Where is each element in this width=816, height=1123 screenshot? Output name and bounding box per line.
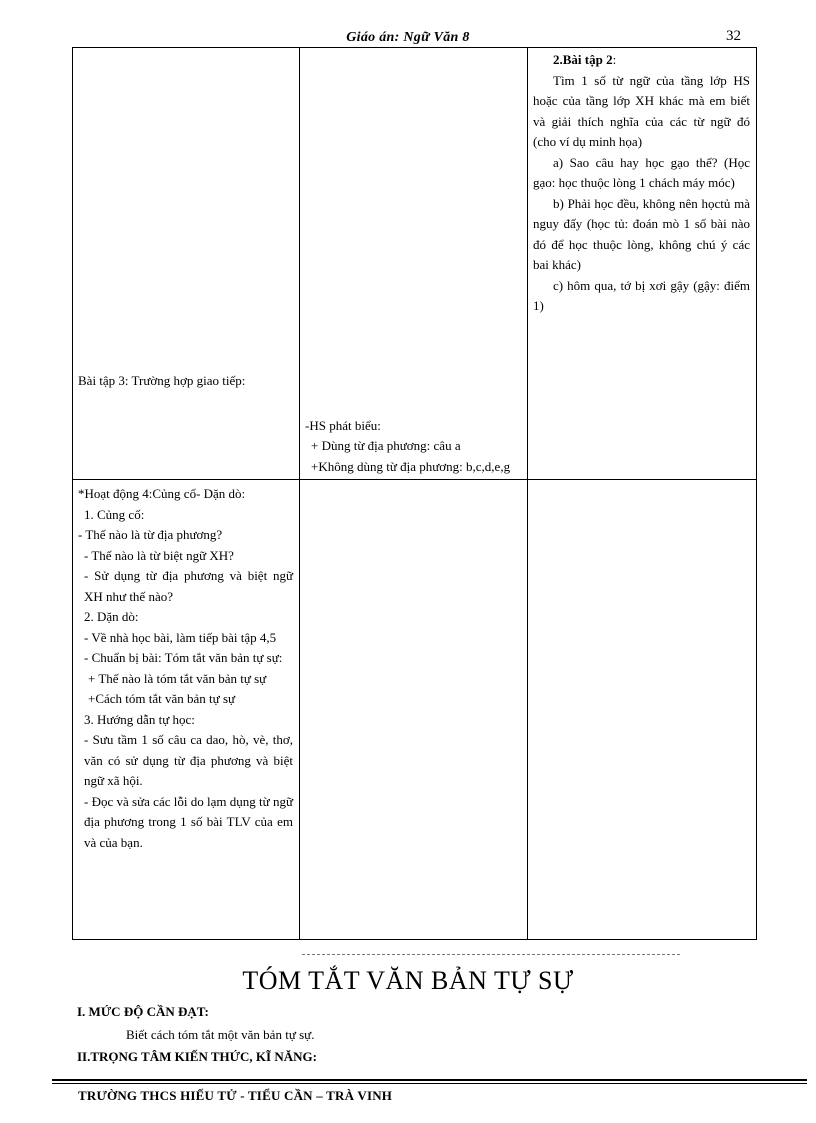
activity-line: - Về nhà học bài, làm tiếp bài tập 4,5	[84, 629, 277, 645]
activity-line: - Thế nào là từ địa phương?	[78, 527, 223, 542]
activity-line: 3. Hướng dẫn tự học:	[84, 711, 195, 727]
activity-line: +Cách tóm tắt văn bản tự sự	[88, 691, 236, 706]
activity-line: - Chuẩn bị bài: Tóm tắt văn bản tự sự:	[84, 650, 283, 665]
content-paragraph: a) Sao câu hay học gạo thế? (Học gạo: học thuộc lòng 1 chách máy móc)	[533, 154, 750, 190]
header-title: Giáo án: Ngữ Văn 8	[346, 30, 470, 45]
content-paragraph: b) Phải học đều, không nên họctủ mà nguy đấy (học tủ: đoán mò 1 số bài nào đó để học thuộc lòng, không chú ý các bai khác)	[533, 195, 750, 272]
student-line: -HS phát biểu:	[305, 417, 381, 433]
exercise-2-heading: 2.Bài tập 2:	[553, 52, 617, 67]
footer-rule	[52, 1083, 807, 1084]
activity-line: *Hoạt động 4:Củng cố- Dặn dò:	[78, 486, 246, 501]
section-1-heading: I. MỨC ĐỘ CẦN ĐẠT:	[77, 1004, 209, 1019]
activity-line: 2. Dặn dò:	[84, 609, 139, 624]
section-title: TÓM TẮT VĂN BẢN TỰ SỰ	[242, 966, 574, 995]
content-cell	[528, 48, 757, 480]
section-1-text: Biết cách tóm tắt một văn bản tự sự.	[126, 1027, 315, 1042]
exercise-3-label: Bài tập 3: Trường hợp giao tiếp:	[78, 372, 246, 388]
activity-cell	[73, 48, 300, 480]
activity-line: - Sưu tầm 1 số câu ca dao, hò, vè, thơ, văn có sử dụng từ địa phương và biệt ngữ xã hội.	[84, 732, 293, 788]
student-cell	[300, 48, 528, 480]
lesson-table	[72, 47, 757, 940]
section-2-heading: II.TRỌNG TÂM KIẾN THỨC, KĨ NĂNG:	[77, 1049, 317, 1064]
activity-line: - Sử dụng từ địa phương và biệt ngữ XH như thế nào?	[84, 568, 293, 604]
footer-school: TRƯỜNG THCS HIẾU TỬ - TIỂU CẦN – TRÀ VINH	[78, 1088, 393, 1103]
activity-line: - Đọc và sửa các lỗi do lạm dụng từ ngữ địa phương trong 1 số bài TLV của em và của bạn.	[84, 793, 293, 850]
content-paragraph: c) hôm qua, tớ bị xơi gậy (gậy: điểm 1)	[533, 277, 750, 313]
student-line: + Dùng từ địa phương: câu a	[311, 438, 461, 453]
table-row	[73, 48, 757, 480]
activity-line: - Thế nào là từ biệt ngữ XH?	[84, 547, 234, 563]
student-cell	[300, 480, 528, 940]
separator-line	[302, 954, 680, 955]
activity-cell	[73, 480, 300, 940]
activity-line: 1. Củng cố:	[84, 506, 145, 522]
page-number: 32	[726, 28, 741, 44]
student-line: +Không dùng từ địa phương: b,c,d,e,g	[311, 458, 511, 474]
content-cell	[528, 480, 757, 940]
activity-line: + Thế nào là tóm tắt văn bản tự sự	[88, 670, 267, 686]
table-row	[73, 480, 757, 940]
content-paragraph: Tìm 1 số từ ngữ của tầng lớp HS hoặc của tầng lớp XH khác mà em biết và giải thích nghĩa của các từ ngữ đó (cho ví dụ minh họa)	[533, 72, 750, 149]
footer-rule	[52, 1079, 807, 1081]
